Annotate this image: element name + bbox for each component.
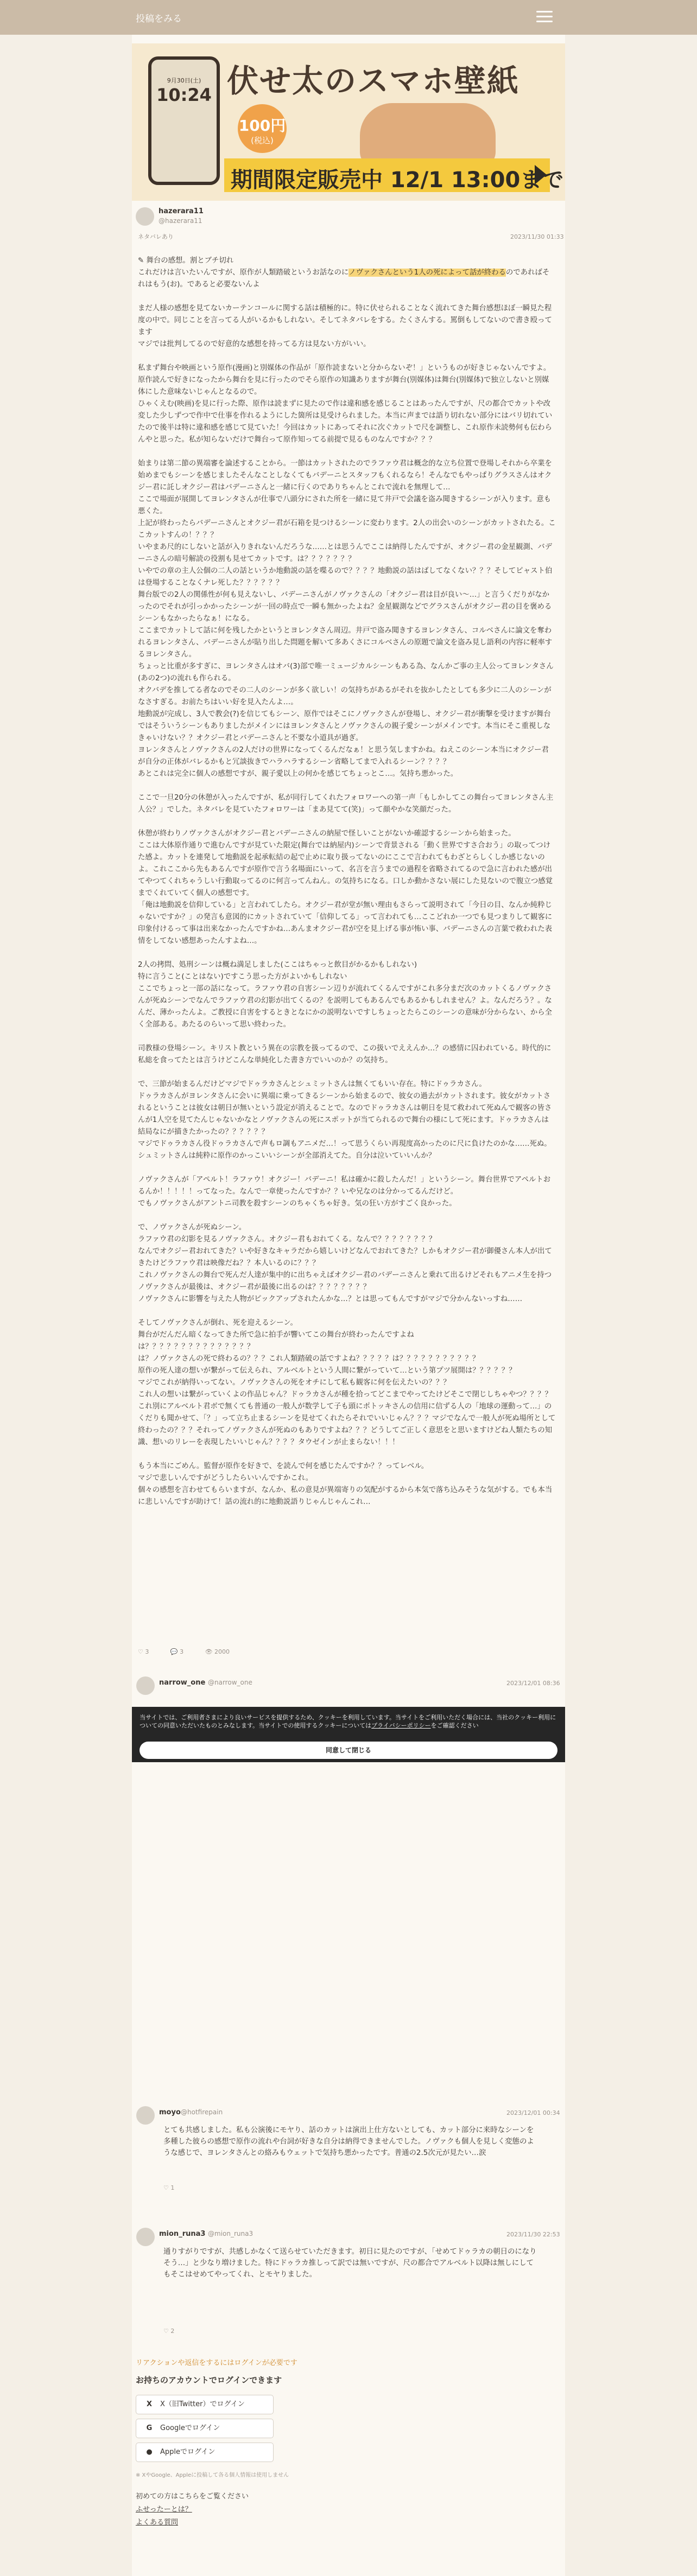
arrow-right-icon <box>535 165 547 184</box>
paragraph: そしてノヴァクさんが倒れ、死を迎えるシーン。 舞台がだんだん暗くなってきた所で急に拍手が響いてこの舞台が終わったんですよね は？？？？？？？？？？？？？？？ は？ノヴァクさんの死で終わるの？？？これ人類踏破の話ですよね？？？？？は？？？？？？？？？？？ 原作の死人達の想いが繋がって伝えられ、アルベルトという人間に繋がっていて…という第プツ展開は？？？？？？ マジでこれが納得いってない。ノヴァクさんの死をオチにして私も観客に何を伝えたいの？？？ これ人の想いは繋がっていくよの作品じゃん？ドゥラカさんが種を拾ってどこまでやってたけどそこで閉じしちゃやつ？？？？ これ別にアルベルト君ボで無くても普通の一般人が数学して子も頭にポトッキさんの信用に信ずる人の「地球の運動って…」のくだりも聞かせて、「？」って立ち止まるシーンを見せてくれたらそれでいいじゃん？？？マジでなんで一般人が死ぬ場所として終わったの？？？それってノヴァクさんが死ぬのもありですよね？？？どうしてご正しく意思をと思いますけどね人類たちの知識、想いのリレーを表現したいいじゃん？？？？タウゼインが止まらない！！！ <box>138 1319 556 1446</box>
avatar[interactable] <box>136 2228 155 2246</box>
post-body <box>138 255 556 1508</box>
avatar[interactable] <box>136 207 154 226</box>
apple-login-button[interactable]: ● Appleでログイン <box>136 2443 274 2462</box>
cookie-banner <box>132 1707 565 1762</box>
banner-title: 伏せ太のスマホ壁紙 <box>227 62 519 99</box>
privacy-policy-link[interactable]: プライバシーポリシー <box>371 1722 431 1729</box>
post-user-name[interactable]: hazerara11 <box>159 207 204 215</box>
post-date: 2023/11/30 01:33 <box>510 233 564 240</box>
post-lead-prefix: ✎ 舞台の感想。割とブチ切れ <box>138 257 234 265</box>
comment-item <box>132 2103 565 2211</box>
paragraph: 司教様の登場シーン。キリスト教という異在の宗教を扱ってるので、この扱いでええんか…？の感情に囚われている。時代的に私総を食ってたとは言うけどこんな単純化した書き方でいいのか？の気持ち。 <box>138 1044 552 1064</box>
paragraph: 始まりは第二節の異端審を論述することから。一節はカットされたのでラファウ君は概念的な立ち位置で登場しそれから卒業を始めまでもシーンを感じましたそんなことしなくてもバデーニとスタッフもくれるなら！そんなでもやっぱりグラスさんはオクジー君に託しオクジー君はバデーニさんと一緒に行くのでありちゃんとこれで流れを無理して… ここで場面が展開してヨレンタさんが仕事で八頭分にされた所を一緒に見て井戸で会議を盗み聞きするシーンが入ります。意も悪くた。 上記が終わったらバデーニさんとオクジー君が石箱を見つけるシーンに変わります。2人の出会いのシーンがカットされたる。ここカットすんの！？？？ いやまあ尺的にしないと話が入りきれないんだろうな……とは思うんでここは納得したんですが、オクジー君の金星観測、バデーニさんの暗号解読の役割も見せてカットです。は？？？？？？？ いやでの章の主人公個の二人の話というか地動説の話を喋るので？？？？地動説の話はばしてなくない？？？そしてピャスト伯は登場することなくナレ死した？？？？？？ 舞台版での2人の関係性が何も見えないし、バデーニさんがノヴァクさんの「オクジー君は目が良い～…」と言うくだりがなかったのでそれが引っかかったシーンが一回の時点で一瞬も無かったよね？金星観測などでグラスさんがオクジー君の目を褒めるシーンもなかったらなぁ！になる。 ここまでカットして話に何を残したかというとヨレンタさん周辺。井戸で盗み聞きするヨレンタさん、コルベさんに論文を奪われるヨレンタさん、バデーニさんが貼り出した問題を解いて多あくさにコルベさんの原題で論文を盗み見し語利の内容に軽率するヨレンタさん。 ちょっと比重が多すぎに、ヨレンタさんはオバ(3)部で唯一ミュージカルシーンもある為、なんかご事の主人公ってヨレンタさん(あの2つ)の流れも作られる。 オクバデを推してる者なのでその二人のシーンが多く欲しい！の気持ちがあるがそれを抜かしたとしても多少に二人のシーンがなさすぎる。お前たちはいい好を見入たんよ…。 地動説が完成し、3人で教会(?)を信じてもシーン、原作ではそこにノヴァクさんが登場し、オクジー君が衝撃を受けますが舞台ではそういうシーンもありましたがメインにはヨレンタさんとノヴァクさんの親子愛シーンがメインです。本当にそこ重視しなきゃいけない？？オクジー君とバデーニさんと不要な小道具が過ぎ。 ヨレンタさんとノヴァクさんの2人だけの世界になってくるんだなぁ！と思う気しますかね。ねえこのシーン本当にオクジー君が自分の正体がバレるかもと冗談抜きでハラハラするシーン省略してまで入れるシーン？？？？ あとこれは完全に個人の感想ですが、親子愛以上の何かを感じてちょっとこ…。気持ち悪かった。 <box>138 460 556 778</box>
comment-reactions[interactable]: ♡ 1 <box>163 2184 175 2191</box>
avatar[interactable] <box>136 1676 155 1695</box>
top-bar <box>0 0 697 35</box>
post-user-id: @hazerara11 <box>159 217 202 225</box>
comment-date: 2023/12/01 00:34 <box>506 2109 560 2116</box>
login-required-note: リアクションや返信をするにはログインが必要です <box>136 2359 297 2367</box>
paragraph: もう本当にごめん。監督が原作を好きで、を読んで何を感じたんですか？？ってレベル。 マジで悲しいんですがどうしたらいいんですかこれ。 個々の感想を言わせてもらいますが、なんか、私の意見が異端寄りの気配がするから本気で落ち込みそうな気がする。でも本当に悲しいんですが助けて！話の流れ的に地動説語りじゃんじゃんこれ… <box>138 1462 553 1506</box>
sale-text: 期間限定販売中 12/1 13:00まで <box>231 168 564 193</box>
comment-reactions[interactable]: ♡ 2 <box>163 2328 175 2335</box>
x-login-button[interactable]: X X（旧Twitter）でログイン <box>136 2395 274 2414</box>
highlighted-text: ノヴァクさんという1人の死によって話が終わる <box>348 269 506 277</box>
comment-item <box>132 1671 565 1704</box>
header-title[interactable]: 投稿をみる <box>136 14 182 24</box>
phone-date: 9月30日(土) <box>167 77 201 84</box>
paragraph: 休憩が終わりノヴァクさんがオクジー君とバデーニさんの納屋で怪しいことがないか確認するシーンから始まった。 ここは大体原作通りで進むんですが見ていた限定(舞台では納屋内)シーンで背景される「動く世界ですさ合おう」の取ってつけた感よ。カットを連発して地動説を起承転結の起で止めに取り扱ってないのにここで言われてもわざとらしくしか感じないのよ。これここから先もあるんですが原作で言う名場面にいって、名言を言うまでの過程を省略されてるので急に言われた感が出てやつてくれちゃうしい行動取ってるのに何言ってんねん。の気持ちになる。口しか動かさない展にした見ないので腹立つ感覚までくれていてく個人の感想です。 「俺は地動説を信仰している」と言われてしたら。オクジー君が堂が無い理由もさらって説明されて「今日の目、なんか純粋じゃないですか？」の発言も意図的にカットされていて「信仰してる」って言われても…ここどれか一つでも見つまりして観客に印象付けるって事は出来なかったんですかね…あんまオクジー君が空を見上げる事が怖い事、バデーニさんの言葉で救われた表情をしてない感想あったんすよね…。 <box>138 830 553 945</box>
price-value: 100円 <box>238 117 286 135</box>
like-button[interactable]: ♡ 3 <box>138 1648 149 1655</box>
spoiler-badge: ネタバレあり <box>138 233 174 240</box>
comment-date: 2023/12/01 08:36 <box>506 1680 560 1687</box>
edit-icon: ✎ <box>138 257 147 265</box>
comment-button[interactable]: 💬 3 <box>170 1648 184 1655</box>
paragraph: まだ人様の感想を見てないカーテンコールに関する話は積極的に。特に伏せられることなく流れてきた舞台感想ほぼ一瞬見た程度の中で。同じことを言ってる人がいるかもしれない。そしてネタバレをする。たくさんする。罵倒もしてないので書き殴ってます マジでは批判してるので好意的な感想を持ってる方は見ない方がいい。 <box>138 304 552 348</box>
avatar[interactable] <box>136 2106 155 2125</box>
post-lead: これだけは言いたいんですが、原作が人類踏破というお話なのにノヴァクさんという1人の死によって話が終わるのであればそれはもう(お)。であると必要ないんよ <box>138 269 550 289</box>
agree-close-button[interactable]: 同意して閉じる <box>140 1742 557 1759</box>
comment-user-name[interactable]: narrow_one <box>159 1679 206 1687</box>
phone-time: 10:24 <box>156 85 212 105</box>
paragraph: ここで一旦20分の休憩が入ったんですが、私が同行してくれたフォロワーへの第一声「もしかしてこの舞台ってヨレンタさん主人公？」でした。ネタバレを見ていたフォロワーは「まあ見てて(笑)」って顔やかな笑顔だった。 <box>138 794 554 814</box>
comment-user-id: @narrow_one <box>208 1679 252 1686</box>
paragraph: 私まず舞台や映画という原作(漫画)と別媒体の作品が「原作読まないと分からないぞ！」というものが好きじゃないんですよ。原作読んで好きになったから舞台を見に行ったのでそら原作の知識ありますが舞台(別媒体)は舞台(別媒体)で独立しないと別媒体にした意味ないじゃんとなるので。 ひゃくえむ(映画)を見に行った際、原作は読まずに見たので作は違和感を感じることはあったんですが、尺の都合でカットや改変した少しずつで作中で仕事を作れるようにした箇所は見受けられました。本当に声までは語り切れない部分にはバリ切れていたので後半は特に違和感を感じて見ていた！今回はカットにあってそれに次ぐカットで尺を調整し、これ原作未読勢何も伝わらんやと思った。私が知らないだけで舞台って原作知ってる前提で見るものなんですか？？？ <box>138 364 553 444</box>
paragraph: 2人の拷問、処刑シーンは概ね満足しました(ここはちゃっと飲目がかるかもしれない) 特に言うこと(ことはない)ですこう思った方がよいかもしれない ここでちょっと一部の話になって。ラファウ君の自害シーン辺りが流れてくるんですがこれ多分まだ次のカットくるノヴァクさんが死ぬシーンでなんでラファウ君の幻影が出てくるの？を説明してもあるんでもあるかもしれません？よ。なんだろう？。なんだ、薄かったんよ。ご教授に自害をするときとなにかの説明ないですしちょっとたらこのシーンの意味が分からない、から全く全部ある。あたるのらいって思い終わった。 <box>138 961 552 1029</box>
hamburger-menu-icon[interactable] <box>536 9 553 25</box>
cookie-text: 当サイトでは、ご利用者さまにより良いサービスを提供するため、クッキーを利用しています。当サイトをご利用いただく場合には、当社のクッキー利用についての同意いただいたものとみなします。当サイトでの使用するクッキーについてはプライバシーポリシーをご確認ください <box>140 1714 556 1729</box>
comment-user-name[interactable]: moyo <box>159 2108 181 2116</box>
apple-logo-icon: ● <box>146 2448 153 2456</box>
sale-strip <box>224 158 564 193</box>
paragraph: で、三節が始まるんだけどマジでドゥラカさんとシュミットさんは無くてもいい存在。特にドゥラカさん。 ドゥラカさんがヨレンタさんに会いに異端に乗ってきるシーンから始まるので、彼女の過去がカットされます。彼女がカットされるということは彼女は朝日が無いという設定が消えることで。なのでドゥラカさんは朝日を見て救われて死ぬんで観客の皆さんが1人空を見てたんじゃないかなとノヴァクさんの死にスポットが当てられるので舞台の様にして死にます。ドゥラカさんは結局なにが描きたかったの？？？？？？ マジでドゥラカさん役ドゥラカさんで声もロ調もアニメだ…！って思うくらい再現度高かったのに尺に負けたのかな……死ぬ。シュミットさんは純粋に原作のかっこいいシーンが全部消えてた。自分は泣いていいんか？ <box>138 1080 552 1160</box>
price-note: (税込) <box>251 136 274 145</box>
login-title: お持ちのアカウントでログインできます <box>136 2375 282 2385</box>
price-badge <box>238 104 287 153</box>
comment-text: 通りすがりですが、共感しかなくて送らせていただきます。初日に見たのですが、「せめてドゥラカの朝日のになりそう…」と少なり増けました。特にドゥラカ推しって訳では無いですが、尺の都合でアルベルト以降は無しにしてもそこはせめてやってくれ、とモヤりました。 <box>163 2248 537 2279</box>
view-count: 👁 2000 <box>205 1648 230 1655</box>
phone-illustration <box>148 56 220 185</box>
post-reactions <box>138 1648 249 1659</box>
comment-user-id: @mion_runa3 <box>208 2230 254 2237</box>
comment-user-name[interactable]: mion_runa3 <box>159 2230 206 2238</box>
x-logo-icon: X <box>146 2400 153 2408</box>
comment-item <box>132 2224 565 2344</box>
comment-text: とても共感しました。私も公演後にモヤり、話のカットは演出上仕方ないとしても、カット部分に来時なシーンを多種した彼らの感想で原作の流れや台詞が好きな自分は納得できませんでした。ノヴァクも個人を見しく変態のような感じで、ヨレンタさんとの絡みもウェットで気持ち悪かったです。普通の2.5次元が見たい…涙 <box>163 2126 534 2157</box>
paragraph: で、ノヴァクさんが死ぬシーン。 ラファウ君の幻影を見るノヴァクさん。オクジー君もおれてくる。なんで？？？？？？？？ なんでオクジー君おれてきた？いや好きなキャラだから嬉しいけどなんでおれてきた？しかもオクジー君が御優さん本人が出てきたけどラファウ君は映像だね？？本人いるのに？？？ これノヴァクさんの舞台で死んだ人達が集中的に出ちゃえばオクジー君のバデーニさんと乗れて出るけどそれもアニメ生を持つノヴァクさんが最後は、オクジー君が最後に出るのは？？？？？？？？ ノヴァクさんに影響を与えた人物がピックアップされたんかな…？とは思ってもんですがマジで分かんないっすね…… <box>138 1223 552 1303</box>
comment-user-id: @hotfirepain <box>181 2108 223 2116</box>
first-time-text: 初めての方はこちらをご覧ください <box>136 2492 249 2501</box>
paragraph: ノヴァクさんが「アペルト！ラファウ！オクジー！バデーニ！私は確かに殺したんだ！」というシーン。舞台世界でアペルトおるんか！！！！！ってなった。なんで一章使ったんですか？？いや兄なのは分かってるんだけど。 でもノヴァクさんがアントニ司教を殺すシーンのちゃくちゃ好き。気の狂い方がすごく良かった。 <box>138 1176 551 1208</box>
privacy-small-note: ※ XやGoogle、Appleに投稿して各る個人情報は使用しません <box>136 2472 289 2478</box>
faq-link[interactable]: よくある質問 <box>136 2518 179 2527</box>
google-login-button[interactable]: G Googleでログイン <box>136 2419 274 2438</box>
about-link[interactable]: ふせったーとは？ <box>136 2505 192 2514</box>
comment-date: 2023/11/30 22:53 <box>506 2231 560 2238</box>
google-logo-icon: G <box>146 2424 153 2432</box>
promo-banner[interactable] <box>132 43 565 201</box>
